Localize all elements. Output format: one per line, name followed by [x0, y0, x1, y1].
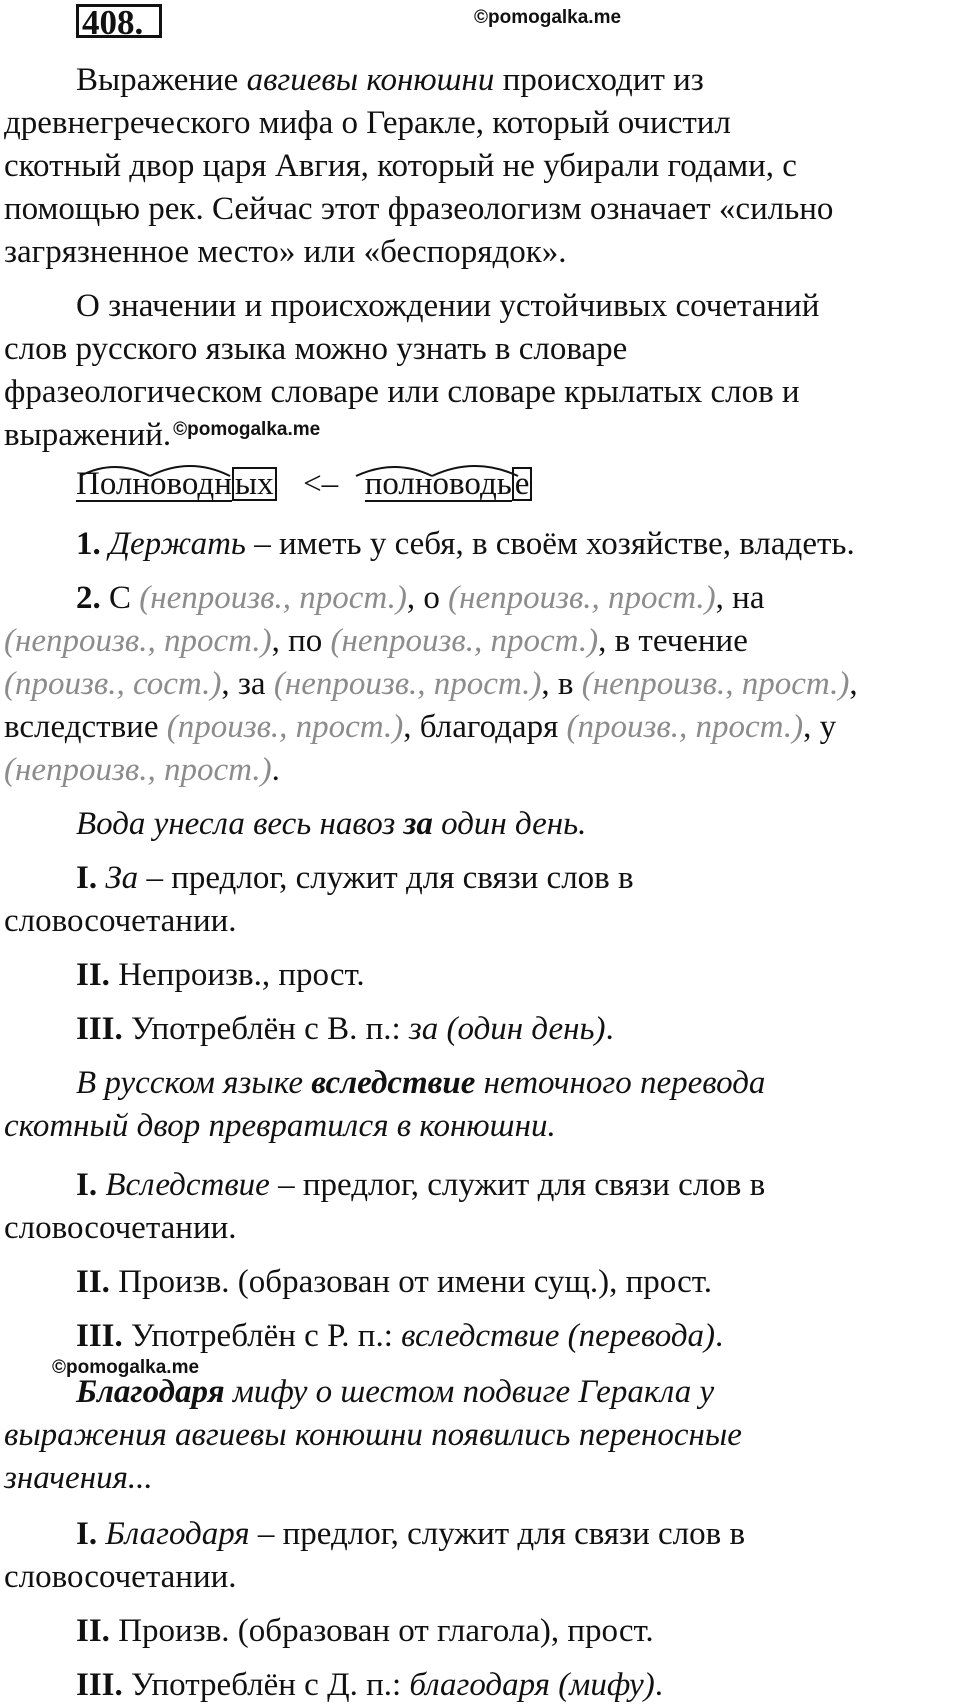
preposition-text: , о — [406, 580, 449, 616]
analysis-line: III. Употреблён с В. п.: за (один день). — [76, 1011, 614, 1047]
example-sentence: Благодаря мифу о шестом подвиге Геракла у — [76, 1374, 715, 1410]
preposition-text: , по — [271, 623, 331, 659]
task-2-line — [4, 663, 858, 706]
example-sentence: Вода унесла весь навоз за один день. — [76, 806, 587, 842]
intro-line: фразеологическом словаре или словаре крылатых слов и — [4, 374, 800, 410]
preposition-classification: (непроизв., прост.) — [273, 666, 542, 702]
task-2-line: 2. С (непроизв., прост.), о (непроизв., прост.), на — [76, 580, 765, 616]
preposition-text: , в — [541, 666, 582, 702]
task-2-line — [4, 620, 748, 663]
preposition-text: вследствие — [4, 709, 167, 745]
morpheme-word-stem: Полноводн — [76, 466, 232, 502]
analysis-line: словосочетании. — [4, 1210, 237, 1246]
preposition-text: , за — [221, 666, 274, 702]
preposition-classification: (непроизв., прост.) — [448, 580, 716, 616]
task-1: 1. Держать – иметь у себя, в своём хозяйстве, владеть. — [76, 526, 855, 562]
derivation-arrow: <– — [303, 466, 339, 502]
preposition-classification: (непроизв., прост.) — [139, 580, 407, 616]
morpheme-base-stem: полноводь — [364, 466, 512, 502]
preposition-text: . — [271, 752, 280, 788]
analysis-line: I. Вследствие – предлог, служит для связи слов в — [76, 1167, 766, 1203]
preposition-classification: (непроизв., прост.) — [4, 752, 272, 788]
preposition-classification: (произв., прост.) — [566, 709, 804, 745]
intro-line: слов русского языка можно узнать в словаре — [4, 331, 628, 367]
preposition-classification: (непроизв., прост.) — [4, 623, 272, 659]
preposition-text: С — [100, 580, 140, 616]
analysis-line: III. Употреблён с Д. п.: благодаря (мифу). — [76, 1667, 664, 1703]
task-2-line — [4, 706, 836, 749]
preposition-classification: (непроизв., прост.) — [581, 666, 850, 702]
intro-line: скотный двор царя Авгия, который не убирали годами, с — [4, 148, 797, 184]
analysis-line: II. Произв. (образован от имени сущ.), прост. — [76, 1264, 712, 1300]
preposition-classification: (непроизв., прост.) — [330, 623, 599, 659]
intro-line: выражений. $^{©pomogalka.me}$ — [4, 417, 321, 453]
example-sentence: выражения авгиевы конюшни появились переносные — [4, 1417, 742, 1453]
example-sentence: В русском языке вследствие неточного перевода — [76, 1065, 766, 1101]
exercise-number: 408. — [82, 3, 144, 42]
preposition-text: , на — [715, 580, 765, 616]
intro-line: помощью рек. Сейчас этот фразеологизм означает «сильно — [4, 191, 834, 227]
preposition-classification: (произв., сост.) — [4, 666, 222, 702]
watermark: ©pomogalka.me — [474, 7, 622, 28]
preposition-text: , — [849, 666, 858, 702]
preposition-text: , благодаря — [403, 709, 567, 745]
intro-line: Выражение авгиевы конюшни происходит из — [76, 62, 704, 98]
morpheme-ending: ых — [232, 467, 277, 501]
intro-line: древнегреческого мифа о Геракле, который очистил — [4, 105, 731, 141]
analysis-line: I. Благодаря – предлог, служит для связи слов в — [76, 1516, 746, 1552]
preposition-text: , у — [803, 709, 837, 745]
example-sentence: значения... — [4, 1460, 153, 1496]
analysis-line: словосочетании. — [4, 1559, 237, 1595]
analysis-line: I. За – предлог, служит для связи слов в — [76, 860, 634, 896]
morpheme-analysis — [76, 463, 532, 506]
intro-line: загрязненное место» или «беспорядок». — [4, 234, 567, 270]
analysis-line: II. Произв. (образован от глагола), прост. — [76, 1613, 654, 1649]
analysis-line: II. Непроизв., прост. — [76, 957, 365, 993]
preposition-classification: (произв., прост.) — [166, 709, 404, 745]
preposition-text: , в течение — [598, 623, 748, 659]
morpheme-base-ending: е — [512, 467, 533, 501]
task-2-line — [4, 749, 280, 792]
watermark: ©pomogalka.me — [52, 1357, 200, 1378]
watermark: ©pomogalka.me — [173, 419, 321, 440]
analysis-line: словосочетании. — [4, 903, 237, 939]
analysis-line: III. Употреблён с Р. п.: вследствие (перевода). — [76, 1318, 724, 1354]
example-sentence: скотный двор превратился в конюшни. — [4, 1108, 556, 1144]
intro-line: О значении и происхождении устойчивых сочетаний — [76, 288, 820, 324]
